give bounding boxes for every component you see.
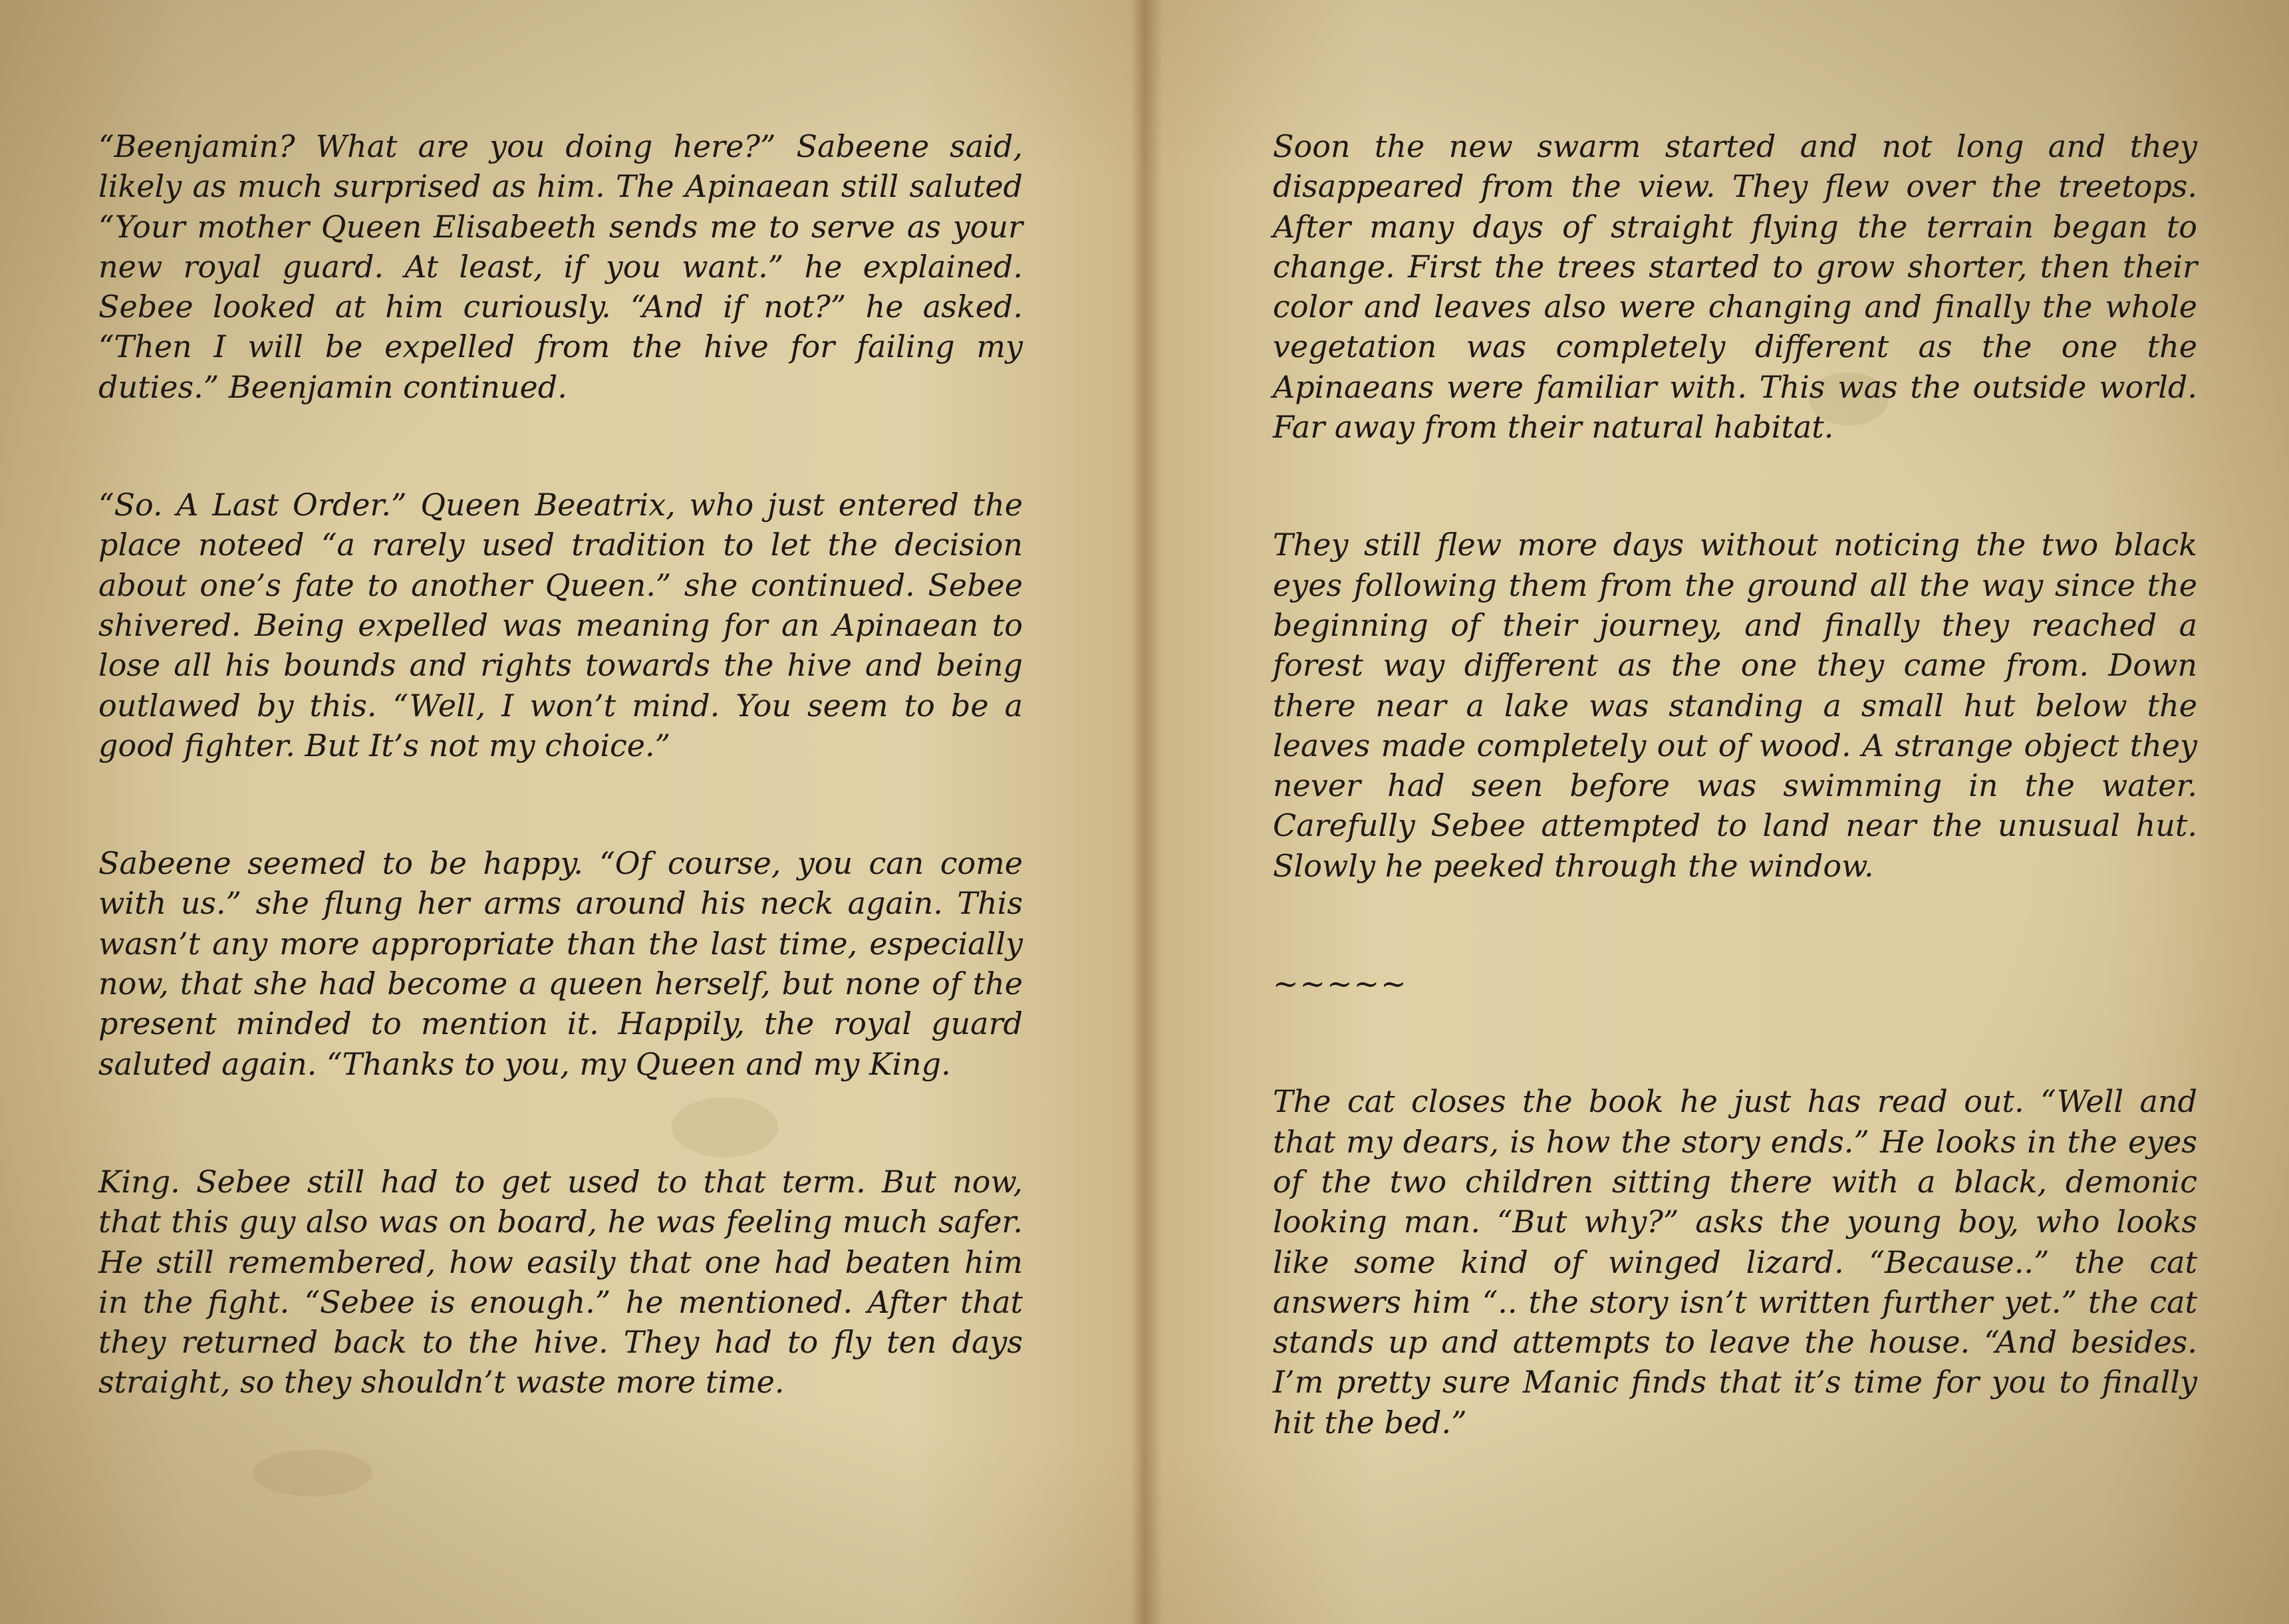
paragraph: The cat closes the book he just has read out. “Well and that my dears, is how the story ends.” He looks in the eyes of the two children sitting there with a black, demonic looking man. “But why?” asks the young boy, who looks like some kind of winged lizard. “Because..” the cat answers him “.. the story isn’t written further yet.” the cat stands up and attempts to leave the house. “And besides. I’m pretty sure Manic finds that it’s time for you to finally hit the bed.”: [1273, 1083, 2197, 1440]
paragraph: “So. A Last Order.” Queen Beeatrix, who just entered the place noteed “a rarely used tradition to let the decision about one’s fate to another Queen.” she continued. Sebee shivered. Being expelled was meaning for an Apinaean to lose all his bounds and rights towards the hive and being outlawed by this. “Well, I won’t mind. You seem to be a good fighter. But It’s not my choice.”: [98, 487, 1023, 763]
paragraph: Soon the new swarm started and not long and they disappeared from the view. They flew over the treetops. After many days of straight flying the terrain began to change. First the trees started to grow shorter, then their color and leaves also were changing and finally the whole vegetation was completely different as the one the Apinaeans were familiar with. This was the outside world. Far away from their natural habitat.: [1273, 128, 2197, 446]
paragraph: Sabeene seemed to be happy. “Of course, you can come with us.” she flung her arms around his neck again. This wasn’t any more appropriate than the last time, especially now, that she had become a queen herself, but none of the present minded to mention it. Happily, the royal guard saluted again. “Thanks to you, my Queen and my King.: [98, 845, 1023, 1082]
left-page: [98, 126, 1023, 1523]
right-page: [1273, 126, 2197, 1523]
paragraph: “Beenjamin? What are you doing here?” Sabeene said, likely as much surprised as him. The Apinaean still saluted “Your mother Queen Elisabeeth sends me to serve as your new royal guard. At least, if you want.” he explained. Sebee looked at him curiously. “And if not?” he asked. “Then I will be expelled from the hive for failing my duties.” Beenjamin continued.: [98, 128, 1023, 405]
paragraph: They still flew more days without noticing the two black eyes following them from the ground all the way since the beginning of their journey, and finally they reached a forest way different as the one they came from. Down there near a lake was standing a small hut below the leaves made completely out of wood. A strange object they never had seen before was swimming in the water. Carefully Sebee attempted to land near the unusual hut. Slowly he peeked through the window.: [1273, 527, 2197, 884]
section-divider: ~~~~~: [1273, 966, 1408, 1002]
paragraph: King. Sebee still had to get used to that term. But now, that this guy also was on board, he was feeling much safer. He still remembered, how easily that one had beaten him in the fight. “Sebee is enough.” he mentioned. After that they returned back to the hive. They had to fly ten days straight, so they shouldn’t waste more time.: [98, 1163, 1023, 1401]
